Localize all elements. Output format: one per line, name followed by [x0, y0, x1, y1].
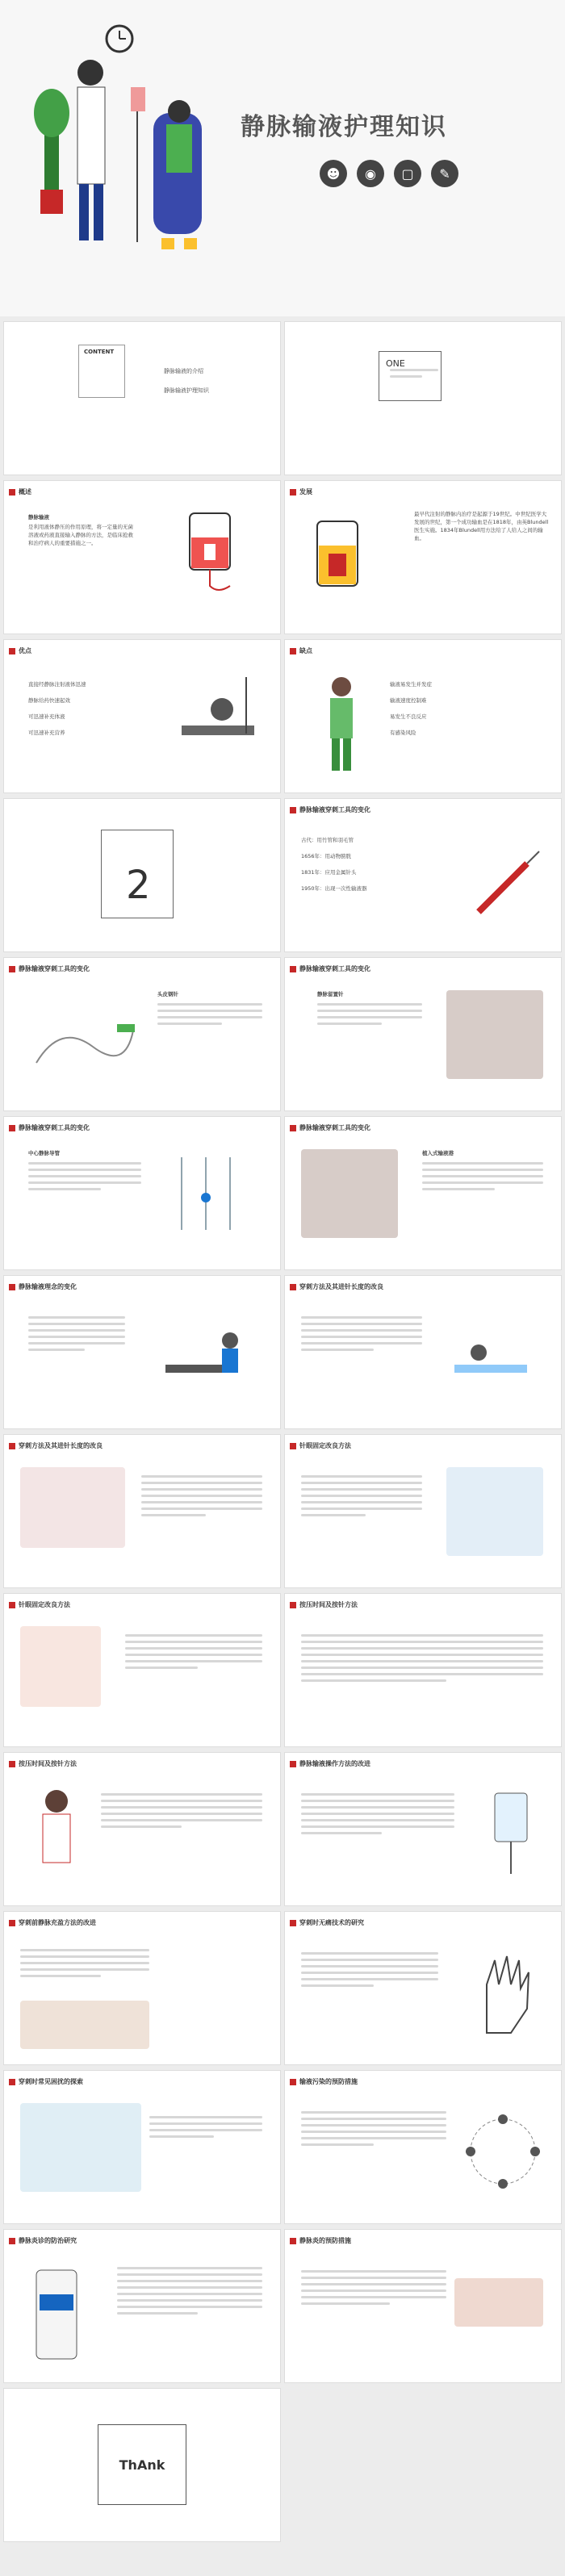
- cannula-photo: [446, 990, 543, 1079]
- slide-advantages[interactable]: [3, 639, 281, 793]
- slide-tools-needle[interactable]: [3, 957, 281, 1111]
- hospital-bed-icon: [157, 1308, 262, 1397]
- disadvantage-item-4: 有感染风险: [390, 730, 416, 736]
- slide-title: 输液污染的预防措施: [290, 2077, 358, 2086]
- text-lines: [117, 2267, 262, 2319]
- nurse-illustration: [0, 0, 210, 316]
- text-lines: [28, 1162, 141, 1194]
- slide-title: 发展: [290, 487, 312, 496]
- slide-title: 缺点: [290, 646, 312, 655]
- slide-tools-picc[interactable]: [3, 1116, 281, 1270]
- slide-disadvantages[interactable]: [284, 639, 562, 793]
- hand-icon: [462, 1944, 543, 2041]
- camera-icon[interactable]: ◉: [357, 160, 384, 187]
- slide-title: 静脉输液操作方法的改进: [290, 1759, 370, 1768]
- slide-tools-cannula[interactable]: [284, 957, 562, 1111]
- slide-puncture-method-1[interactable]: [284, 1275, 562, 1429]
- overview-body: 是利用液体静压的作用原理，将一定量的无菌溶液或药液直接输入静脉的方法，是临床抢救和治疗病人的重要措施之一。: [28, 524, 133, 546]
- disadvantage-item-2: 输液速度控制难: [390, 697, 427, 704]
- text-lines: [301, 1316, 422, 1355]
- text-lines: [301, 2270, 446, 2309]
- patient-bed-icon: [174, 669, 262, 758]
- user-icon[interactable]: ☻: [320, 160, 347, 187]
- slide-fixation-2[interactable]: [3, 1593, 281, 1747]
- syringe-icon: [471, 847, 543, 920]
- text-lines: [20, 1949, 149, 1981]
- text-lines: [149, 2116, 262, 2142]
- iv-bag-icon: [174, 505, 254, 602]
- tool-item-1: 古代：用竹管和羽毛管: [301, 837, 354, 843]
- slide-title: 静脉输液理念的变化: [9, 1282, 77, 1291]
- slide-title: 概述: [9, 487, 31, 496]
- text-lines: [125, 1634, 262, 1673]
- slide-development[interactable]: [284, 480, 562, 634]
- blood-bag-icon: [309, 513, 374, 602]
- slide-phlebitis-research[interactable]: [3, 2229, 281, 2383]
- process-diagram-icon: [462, 2103, 543, 2200]
- port-photo: [301, 1149, 398, 1238]
- text-lines: [301, 1475, 422, 1520]
- text-lines: [28, 1316, 125, 1355]
- ward-photo: [446, 1467, 543, 1556]
- slide-vein-filling[interactable]: [3, 1911, 281, 2065]
- disadvantage-item-3: 易发生不良反应: [390, 713, 427, 720]
- doctor-icon: [317, 672, 366, 777]
- slide-concept-change[interactable]: [3, 1275, 281, 1429]
- slide-painless-puncture[interactable]: [284, 1911, 562, 2065]
- cover-slide[interactable]: [0, 0, 565, 316]
- text-lines: [317, 1003, 422, 1029]
- text-lines: [101, 1793, 262, 1832]
- arm-photo: [454, 2278, 543, 2327]
- slide-thanks[interactable]: [3, 2388, 281, 2542]
- advantage-item-3: 可迅速补充体液: [28, 713, 65, 720]
- slide-press-2[interactable]: [3, 1752, 281, 1906]
- section-number: 2: [126, 863, 151, 908]
- slide-press-1[interactable]: [284, 1593, 562, 1747]
- tool-subtitle: 头皮钢针: [157, 991, 178, 997]
- nurse-photo: [20, 2103, 141, 2192]
- toc-item-1[interactable]: 静脉输液的介绍: [164, 368, 203, 374]
- cover-title: 静脉输液护理知识: [241, 113, 447, 141]
- tool-subtitle: 植入式输液港: [422, 1150, 454, 1156]
- folder-icon[interactable]: ▢: [394, 160, 421, 187]
- slide-title: 静脉输液穿刺工具的变化: [9, 964, 90, 973]
- section-box: ONE: [379, 351, 442, 401]
- text-lines: [422, 1162, 543, 1194]
- text-lines: [301, 1634, 543, 1686]
- thanks-text: ThAnk: [98, 2424, 186, 2505]
- cover-icon-row: [320, 160, 458, 187]
- catheter-icon: [165, 1149, 262, 1238]
- text-lines: [301, 2111, 446, 2150]
- drip-icon: [479, 1785, 543, 1882]
- content-label: CONTENT: [84, 349, 115, 355]
- slide-phlebitis-prevention[interactable]: [284, 2229, 562, 2383]
- slide-title: 按压时间及按针方法: [290, 1600, 358, 1609]
- section-subtitle-lines: [390, 369, 438, 382]
- development-body: 最早代注射的静脉内治疗是起源于19世纪。中世纪医学大发展的世纪，第一个成功输血是在1818年，由英Blundell医生实施。1834年Blundell用方法给了人给人之间的输血。: [414, 511, 549, 542]
- content-box: [78, 345, 125, 398]
- slide-contamination[interactable]: [284, 2070, 562, 2224]
- text-lines: [301, 1952, 438, 1991]
- slide-overview[interactable]: [3, 480, 281, 634]
- toc-item-2[interactable]: 静脉输液护理知识: [164, 387, 209, 394]
- slide-section-one[interactable]: [284, 321, 562, 475]
- needle-set-icon: [28, 1014, 141, 1079]
- slide-toc[interactable]: [3, 321, 281, 475]
- advantage-item-4: 可迅速补充营养: [28, 730, 65, 736]
- slide-common-issues[interactable]: [3, 2070, 281, 2224]
- tool-item-4: 1950年：出现一次性输液器: [301, 885, 367, 892]
- text-lines: [157, 1003, 262, 1029]
- slide-title: 穿刺方法及其进针长度的改良: [290, 1282, 383, 1291]
- slide-title: 穿刺时常见困扰的探索: [9, 2077, 83, 2086]
- tool-subtitle: 静脉留置针: [317, 991, 344, 997]
- slide-title: 静脉炎的预防措施: [290, 2236, 351, 2245]
- disadvantage-item-1: 输液易发生并发症: [390, 681, 432, 688]
- slide-title: 针眼固定改良方法: [9, 1600, 70, 1609]
- section-box: [101, 830, 174, 918]
- text-lines: [301, 1793, 454, 1838]
- slide-title: 静脉输液穿刺工具的变化: [290, 805, 370, 814]
- slide-title: 穿刺时无痛技术的研究: [290, 1918, 364, 1927]
- slide-title: 穿刺方法及其进针长度的改良: [9, 1441, 103, 1450]
- baby-photo: [20, 1626, 101, 1707]
- tool-subtitle: 中心静脉导管: [28, 1150, 60, 1156]
- patient-bed-icon: [446, 1308, 543, 1397]
- slide-title: 优点: [9, 646, 31, 655]
- slide-tools-history[interactable]: [284, 798, 562, 952]
- slide-puncture-method-2[interactable]: [3, 1434, 281, 1588]
- slide-section-two[interactable]: [3, 798, 281, 952]
- slide-title: 静脉输液穿刺工具的变化: [290, 1123, 370, 1132]
- slide-operation-improve[interactable]: [284, 1752, 562, 1906]
- slide-tools-port[interactable]: [284, 1116, 562, 1270]
- arm-photo: [20, 2001, 149, 2049]
- tool-item-2: 1656年：用动物膀胱: [301, 853, 352, 859]
- slide-title: 穿刺前静脉充盈方法的改进: [9, 1918, 96, 1927]
- overview-lead: 静脉输液: [28, 514, 49, 521]
- advantage-item-1: 直接经静脉注射液体迅速: [28, 681, 86, 688]
- tool-item-3: 1831年：应用金属针头: [301, 869, 357, 876]
- nurse-icon: [28, 1785, 85, 1882]
- slide-title: 针眼固定改良方法: [290, 1441, 351, 1450]
- slide-title: 按压时间及按针方法: [9, 1759, 77, 1768]
- slide-title: 静脉输液穿刺工具的变化: [9, 1123, 90, 1132]
- slide-fixation-1[interactable]: [284, 1434, 562, 1588]
- slide-title: 静脉输液穿刺工具的变化: [290, 964, 370, 973]
- slide-title: 静脉炎诊的防治研究: [9, 2236, 77, 2245]
- advantage-item-2: 静脉给药快速起效: [28, 697, 70, 704]
- medicine-bottle-icon: [20, 2262, 101, 2367]
- text-lines: [141, 1475, 262, 1520]
- pen-icon[interactable]: ✎: [431, 160, 458, 187]
- vein-diagram: [20, 1467, 125, 1548]
